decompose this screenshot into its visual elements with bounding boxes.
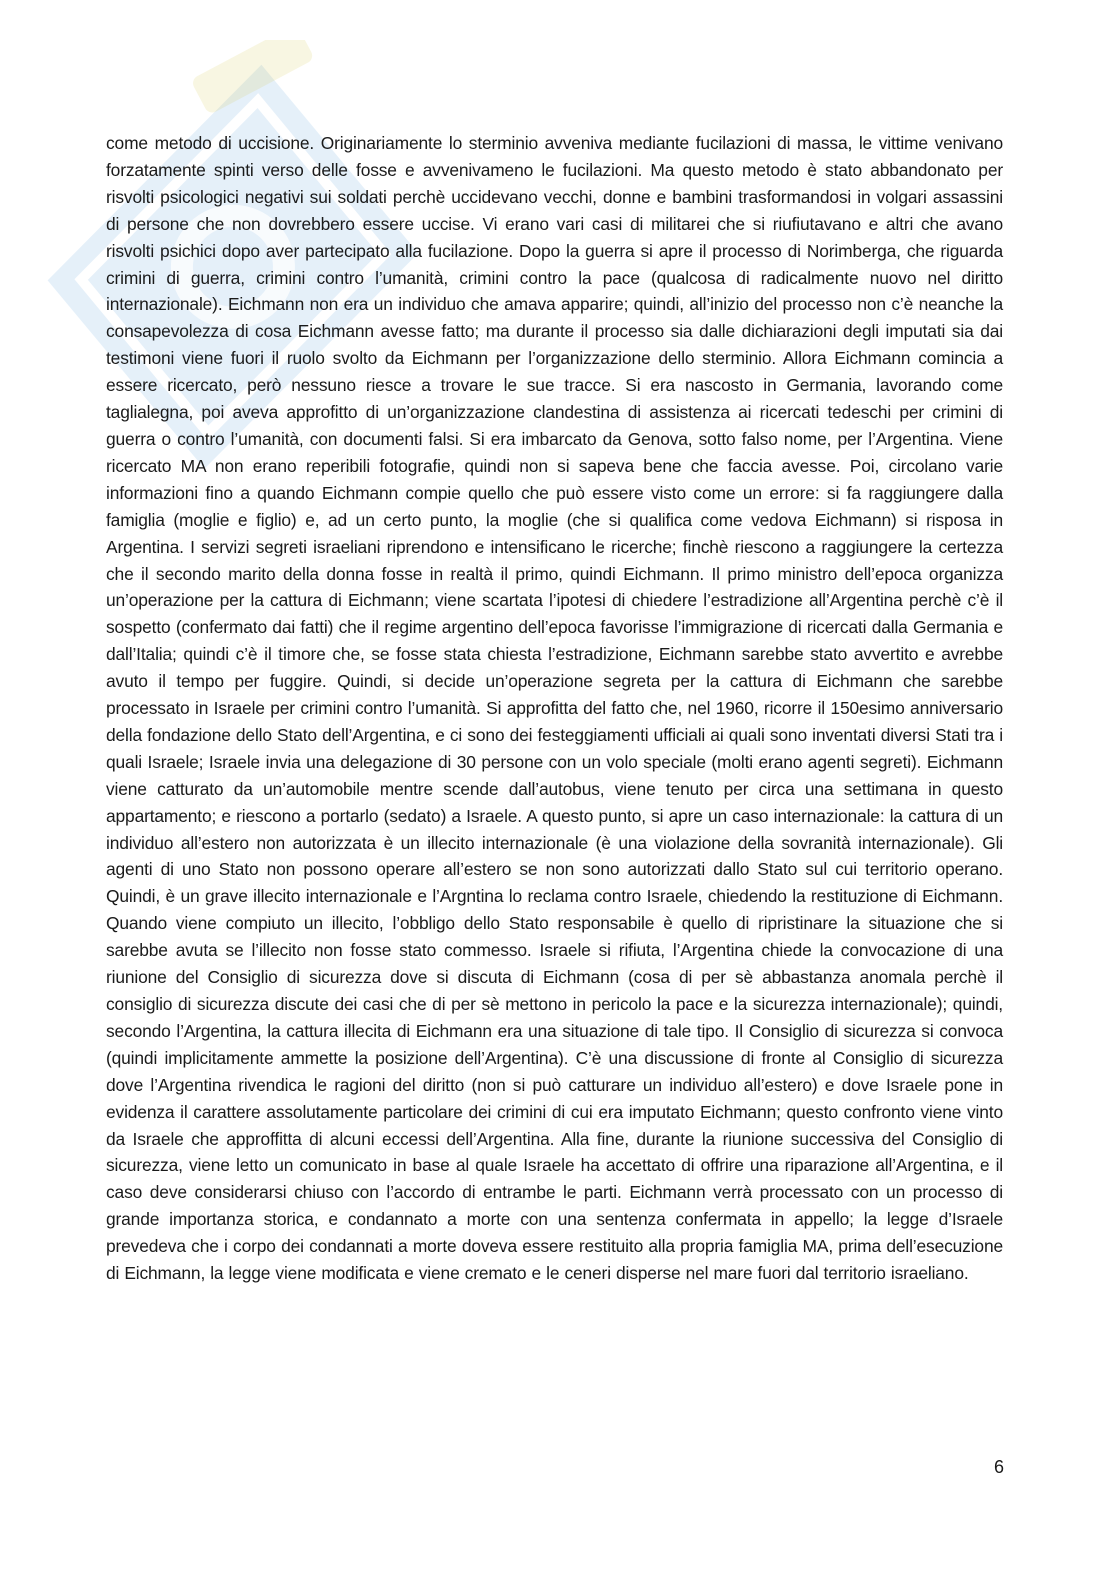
body-paragraph: come metodo di uccisione. Originariamente lo sterminio avveniva mediante fucilazioni di massa, le vittime venivano forzatamente spinti verso delle fosse e avvenivameno le fucilazioni. Ma questo metodo è stato abbandonato per risvolti psicologici negativi sui soldati perchè uccidevano vecchi, donne e bambini trasformandosi in volgari assassini di persone che non dovrebbero essere uccise. Vi erano vari casi di militarei che si riufiutavano e altri che avano risvolti psichici dopo aver partecipato alla fucilazione. Dopo la guerra si apre il processo di Norimberga, che riguarda crimini di guerra, crimini contro l’umanità, crimini contro la pace (qualcosa di radicalmente nuovo nel diritto internazionale). Eichmann non era un individuo che amava apparire; quindi, all’inizio del processo non c’è neanche la consapevolezza di cosa Eichmann avesse fatto; ma durante il processo sia dalle dichiarazioni degli imputati sia dai testimoni viene fuori il ruolo svolto da Eichmann per l’organizzazione dello sterminio. Allora Eichmann comincia a essere ricercato, però nessuno riesce a trovare le sue tracce. Si era nascosto in Germania, lavorando come taglialegna, poi aveva approfitto di un’organizzazione clandestina di assistenza ai ricercati tedeschi per crimini di guerra o contro l’umanità, con documenti falsi. Si era imbarcato da Genova, sotto falso nome, per l’Argentina. Viene ricercato MA non erano reperibili fotografie, quindi non si sapeva bene che faccia avesse. Poi, circolano varie informazioni fino a quando Eichmann compie quello che può essere visto come un errore: si fa raggiungere dalla famiglia (moglie e figlio) e, ad un certo punto, la moglie (che si qualifica come vedova Eichmann) si risposa in Argentina. I servizi segreti israeliani riprendono e intensificano le ricerche; finchè riescono a raggiungere la certezza che il secondo marito della donna fosse in realtà il primo, quindi Eichmann. Il primo ministro dell’epoca organizza un’operazione per la cattura di Eichmann; viene scartata l’ipotesi di chiedere l’estradizione all’Argentina perchè c’è il sospetto (confermato dai fatti) che il regime argentino dell’epoca favorisse l’immigrazione di ricercati dalla Germania e dall’Italia; quindi c’è il timore che, se fosse stata chiesta l’estradizione, Eichmann sarebbe stato avvertito e avrebbe avuto il tempo per fuggire. Quindi, si decide un’operazione segreta per la cattura di Eichmann che sarebbe processato in Israele per crimini contro l’umanità. Si approfitta del fatto che, nel 1960, ricorre il 150esimo anniversario della fondazione dello Stato dell’Argentina, e ci sono dei festeggiamenti ufficiali ai quali sono inventati diversi Stati tra i quali Israele; Israele invia una delegazione di 30 persone con un volo speciale (molti erano agenti segreti). Eichmann viene catturato da un’automobile mentre scende dall’autobus, viene tenuto per circa una settimana in questo appartamento; e riescono a portarlo (sedato) a Israele. A questo punto, si apre un caso internazionale: la cattura di un individuo all’estero non autorizzata è un illecito internazionale (è una violazione della sovranità internazionale). Gli agenti di uno Stato non possono operare all’estero se non sono autorizzati dallo Stato sul cui territorio operano. Quindi, è un grave illecito internazionale e l’Argntina lo reclama contro Israele, chiedendo la restituzione di Eichmann. Quando viene compiuto un illecito, l’obbligo dello Stato responsabile è quello di ripristinare la situazione che si sarebbe avuta se l’illecito non fosse stato commesso. Israele si rifiuta, l’Argentina chiede la convocazione di una riunione del Consiglio di sicurezza dove si discuta di Eichmann (cosa di per sè abbastanza anomala perchè il consiglio di sicurezza discute dei casi che di per sè mettono in pericolo la pace e la sicurezza internazionale); quindi, secondo l’Argentina, la cattura illecita di Eichmann era una situazione di tale tipo. Il Consiglio di sicurezza si convoca (quindi implicitamente ammette la posizione dell’Argentina). C’è una discussione di fronte al Consiglio di sicurezza dove l’Argentina rivendica le ragioni del diritto (non si può catturare un individuo all’estero) e dove Israele pone in evidenza il carattere assolutamente particolare dei crimini di cui era imputato Eichmann; questo confronto viene vinto da Israele che approffitta di alcuni eccessi dell’Argentina. Alla fine, durante la riunione successiva del Consiglio di sicurezza, viene letto un comunicato in base al quale Israele ha accettato di offrire una riparazione all’Argentina, e il caso deve considerarsi chiuso con l’accordo di entrambe le parti. Eichmann verrà processato con un processo di grande importanza storica, e condannato a morte con una sentenza confermata in appello; la legge d’Israele prevedeva che i corpo dei condannati a morte doveva essere restituito alla propria famiglia MA, prima dell’esecuzione di Eichmann, la legge viene modificata e viene cremato e le ceneri disperse nel mare fuori dal territorio israeliano. xyxy=(106,133,1003,1284)
page-number: 6 xyxy=(993,1457,1004,1477)
page-body xyxy=(106,130,1003,1287)
